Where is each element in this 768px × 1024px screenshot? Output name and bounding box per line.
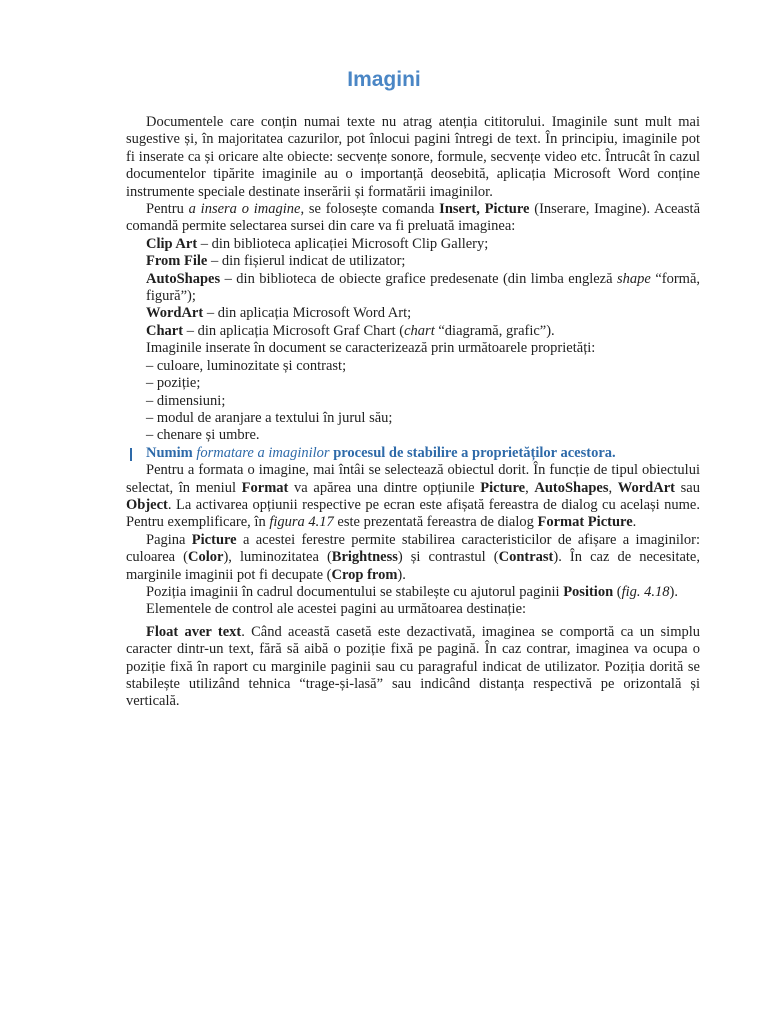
property-item: – chenare și umbre.: [146, 427, 260, 444]
text-run: (Inserare, Imagine). Această comandă permite selectarea sursei din care va fi preluată imaginea:: [126, 201, 701, 235]
source-item-wordart: [126, 305, 700, 322]
source-name: AutoShapes: [146, 270, 221, 287]
property-item: – culoare, luminozitate și contrast;: [146, 357, 347, 374]
source-desc: “formă, figură”);: [146, 270, 701, 305]
document-body: [126, 114, 700, 711]
option-name: Color: [188, 549, 224, 566]
properties-intro: Imaginile inserate în document se caracterizează prin următoarele proprietăți:: [146, 340, 596, 357]
text-run: (: [613, 583, 622, 600]
text-run: ,: [608, 479, 618, 496]
picture-paragraph: [126, 532, 700, 584]
source-desc: – din biblioteca aplicației Microsoft Clip Gallery;: [197, 235, 489, 252]
page-title: Imagini: [347, 68, 421, 91]
option-name: WordArt: [617, 479, 675, 496]
definition-note: [126, 445, 700, 462]
text-run: ).: [669, 583, 679, 600]
source-desc: “diagramă, grafic”).: [434, 322, 555, 339]
property-item: – poziție;: [146, 375, 201, 392]
option-name: Brightness: [331, 549, 398, 566]
insert-paragraph: [126, 201, 700, 236]
figure-reference: figura 4.17: [269, 514, 334, 531]
source-name: Chart: [146, 322, 184, 339]
text-run: ).: [397, 566, 406, 583]
source-desc: – din aplicația Microsoft Word Art;: [203, 305, 412, 322]
text-run: Pagina: [146, 531, 192, 548]
text-run: . Când această casetă este dezactivată, imaginea se comportă ca un simplu caracter dintr-un text, fără să aibă o poziție fixă pe pagină. În caz contrar, imaginea va ocupa o poziție fixă în raport cu marginile paginii sau cu paragraful indicat de utilizator. Poziția dorită se stabilește utilizând tehnica “trage-și-lasă” sau indicând distanța respectivă pe orizontală și verticală.: [126, 623, 700, 710]
text-run: este prezentată fereastra de dialog: [333, 514, 538, 531]
note-marker: [130, 448, 132, 461]
position-paragraph: [126, 584, 700, 601]
source-name: From File: [146, 253, 208, 270]
option-name: Contrast: [498, 549, 554, 566]
emphasis: formatare a imaginilor: [196, 444, 330, 461]
text-run: Pentru a formata o imagine, mai întâi se selectează obiectul dorit. În funcție de tipul obiectului selectat, în meniul: [126, 462, 700, 496]
menu-name: Format: [241, 479, 289, 496]
option-name: Object: [126, 496, 168, 513]
controls-intro: Elementele de control ale acestei pagini au următoarea destinație:: [146, 601, 527, 618]
command-name: Insert, Picture: [439, 201, 530, 218]
page-name: Position: [563, 583, 614, 600]
option-name: Picture: [480, 479, 526, 496]
text-run: ) și contrastul (: [397, 549, 499, 566]
text-run: Pentru: [146, 201, 189, 218]
text-run: ,: [525, 479, 535, 496]
text-run: . La activarea opțiunii respective pe ecran este afișată fereastra de dialog cu același nume. Pentru exemplificare, în: [126, 496, 700, 531]
text-run: ). În caz de necesitate, marginile imaginii pot fi decupate (: [126, 549, 700, 583]
source-item-autoshapes: [126, 271, 700, 306]
source-desc: – din fișierul indicat de utilizator;: [207, 253, 406, 270]
emphasis: shape: [617, 270, 651, 287]
property-item: – dimensiuni;: [146, 392, 226, 409]
source-name: WordArt: [146, 305, 204, 322]
emphasis: a insera o imagine: [188, 201, 301, 218]
text-run: ), luminozitatea (: [223, 549, 332, 566]
text-run: a acestei ferestre permite stabilirea caracteristicilor de afișare a imaginilor: culoarea (: [126, 531, 700, 566]
source-desc: – din aplicația Microsoft Graf Chart (: [183, 322, 405, 339]
text-run: .: [632, 514, 637, 531]
note-text: Numim: [146, 444, 197, 461]
page-name: Picture: [191, 531, 237, 548]
option-name: AutoShapes: [534, 479, 609, 496]
control-name: Float aver text: [146, 623, 242, 640]
source-item-chart: [126, 323, 700, 340]
source-item-fromfile: [126, 253, 700, 270]
figure-reference: fig. 4.18: [621, 583, 670, 600]
format-paragraph: [126, 462, 700, 532]
source-name: Clip Art: [146, 235, 198, 252]
dialog-name: Format Picture: [537, 514, 633, 531]
note-text: procesul de stabilire a proprietăților acestora.: [329, 444, 616, 461]
option-name: Crop from: [331, 566, 398, 583]
intro-paragraph: Documentele care conțin numai texte nu atrag atenția cititorului. Imaginile sunt mult mai sugestive și, în majoritatea cazurilor, pot înlocui pagini întregi de text. În principiu, imaginile pot fi inserate ca și oricare alte obiecte: secvențe sonore, formule, secvențe video etc. Întrucât în cazul documentelor tipărite imaginile au o importanță deosebită, aplicația Microsoft Word conține instrumente speciale destinate inserării și formatării imaginilor.: [126, 114, 700, 200]
property-item: – modul de aranjare a textului în jurul său;: [146, 409, 393, 426]
float-paragraph: [126, 624, 700, 711]
text-run: , se folosește comanda: [300, 201, 440, 218]
source-item-clipart: [126, 236, 700, 253]
source-desc: – din biblioteca de obiecte grafice predesenate (din limba engleză: [220, 270, 618, 287]
text-run: Poziția imaginii în cadrul documentului se stabilește cu ajutorul paginii: [146, 583, 564, 600]
emphasis: chart: [404, 322, 435, 339]
text-run: va apărea una dintre opțiunile: [288, 479, 481, 496]
text-run: sau: [674, 479, 700, 496]
